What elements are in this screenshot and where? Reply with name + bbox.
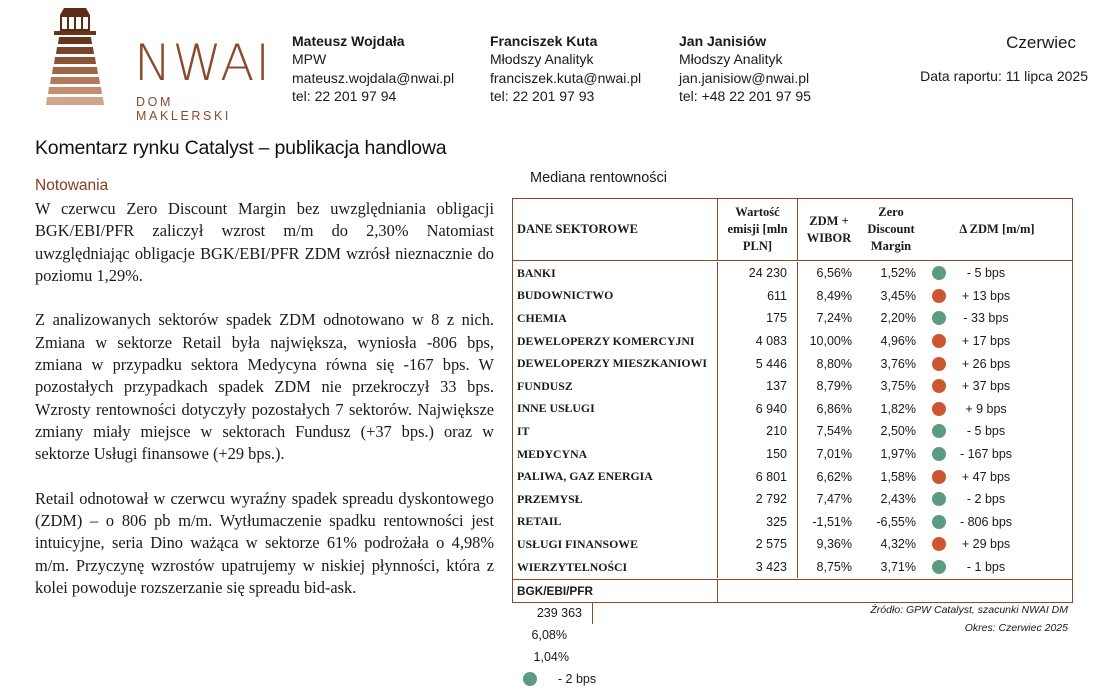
table-caption: Mediana rentowności: [530, 170, 668, 186]
delta-value: - 2 bps: [557, 672, 597, 687]
zdm-cell: 3,45%: [880, 288, 916, 303]
zdm-wibor-cell: 10,00%: [809, 334, 852, 349]
analyst-contact: [490, 32, 641, 106]
zdm-wibor-cell: 7,24%: [816, 311, 852, 326]
delta-cell: [922, 262, 1072, 285]
delta-cell: [922, 375, 1072, 398]
analyst-name: Franciszek Kuta: [490, 33, 598, 49]
analyst-role: Młodszy Analityk: [490, 51, 594, 68]
increase-indicator-icon: [932, 357, 946, 371]
zdm-wibor-cell: -1,51%: [812, 514, 852, 529]
table-row: [513, 556, 1072, 579]
zdm-wibor-cell: 6,56%: [816, 266, 852, 281]
analyst-role: MPW: [292, 51, 327, 68]
decrease-indicator-icon: [932, 424, 946, 438]
increase-indicator-icon: [932, 289, 946, 303]
table-source: Źródło: GPW Catalyst, szacunki NWAI DM: [870, 604, 1068, 616]
header-zdm: Zero Discount Margin: [867, 205, 915, 253]
header-zdm-wibor: ZDM + WIBOR: [806, 213, 852, 245]
delta-cell: [922, 352, 1072, 375]
emission-cell: 4 083: [718, 330, 798, 353]
emission-cell: 2 575: [718, 533, 798, 556]
delta-value: + 37 bps: [961, 379, 1011, 394]
zdm-wibor-cell: 6,86%: [816, 401, 852, 416]
delta-cell: [922, 511, 1072, 534]
delta-value: + 17 bps: [961, 334, 1011, 349]
zdm-wibor-cell: 6,08%: [531, 628, 567, 643]
analyst-name: Mateusz Wojdała: [292, 33, 405, 49]
zdm-wibor-cell: 7,01%: [816, 447, 852, 462]
zdm-wibor-cell: 8,49%: [816, 288, 852, 303]
delta-cell: [922, 556, 1072, 579]
delta-value: - 5 bps: [966, 424, 1006, 439]
analyst-email[interactable]: franciszek.kuta@nwai.pl: [490, 69, 642, 86]
brand-subtitle: DOM MAKLERSKI: [136, 95, 231, 123]
delta-value: - 33 bps: [963, 311, 1009, 326]
analyst-email[interactable]: mateusz.wojdala@nwai.pl: [292, 69, 455, 86]
sector-cell: DEWELOPERZY KOMERCYJNI: [513, 330, 718, 353]
table-body: [513, 261, 1072, 579]
emission-cell: 611: [718, 285, 798, 308]
emission-cell: 5 446: [718, 352, 798, 375]
emission-cell: 2 792: [718, 488, 798, 511]
document-title: Komentarz rynku Catalyst – publikacja handlowa: [35, 137, 447, 159]
company-logo: [30, 6, 272, 123]
decrease-indicator-icon: [932, 266, 946, 280]
analyst-email[interactable]: jan.janisiow@nwai.pl: [679, 69, 810, 86]
header-delta: Δ ZDM [m/m]: [959, 222, 1035, 236]
decrease-indicator-icon: [932, 560, 946, 574]
zdm-wibor-cell: 7,54%: [816, 424, 852, 439]
delta-value: - 5 bps: [966, 266, 1006, 281]
emission-cell: 325: [718, 511, 798, 534]
zdm-wibor-cell: 8,79%: [816, 379, 852, 394]
delta-cell: [922, 330, 1072, 353]
header-emission: Wartość emisji [mln PLN]: [718, 199, 798, 260]
table-period: Okres: Czerwiec 2025: [964, 622, 1068, 634]
sector-cell: USŁUGI FINANSOWE: [513, 533, 718, 556]
delta-cell: [922, 420, 1072, 443]
analyst-phone: tel: +48 22 201 97 95: [679, 88, 811, 105]
lighthouse-icon: [30, 6, 120, 110]
table-row: [513, 420, 1072, 443]
zdm-cell: 2,20%: [880, 311, 916, 326]
decrease-indicator-icon: [932, 492, 946, 506]
delta-value: + 26 bps: [961, 356, 1011, 371]
zdm-wibor-cell: 8,75%: [816, 560, 852, 575]
report-date: Data raportu: 11 lipca 2025: [920, 68, 1088, 84]
sector-cell: BGK/EBI/PFR: [513, 580, 718, 602]
table-row: [513, 330, 1072, 353]
table-row: [513, 533, 1072, 556]
zdm-cell: 1,04%: [533, 650, 569, 665]
sector-cell: RETAIL: [513, 511, 718, 534]
sector-cell: MEDYCYNA: [513, 443, 718, 466]
report-month: Czerwiec: [1006, 33, 1076, 52]
zdm-cell: 3,71%: [880, 560, 916, 575]
zdm-cell: 3,76%: [880, 356, 916, 371]
sector-cell: CHEMIA: [513, 307, 718, 330]
zdm-cell: 2,50%: [880, 424, 916, 439]
delta-cell: [922, 307, 1072, 330]
section-heading: Notowania: [35, 177, 109, 194]
emission-cell: 24 230: [718, 262, 798, 285]
emission-cell: 6 801: [718, 465, 798, 488]
analyst-phone: tel: 22 201 97 94: [292, 88, 397, 105]
delta-cell: [922, 488, 1072, 511]
zdm-wibor-cell: 8,80%: [816, 356, 852, 371]
zdm-wibor-cell: 9,36%: [816, 537, 852, 552]
paragraph: Z analizowanych sektorów spadek ZDM odnotowano w 8 z nich. Zmiana w sektorze Retail była największa, wyniosła -806 bps, zmiana w przypadku sektora Medycyna równa się -167 bps. W pozostałych przypadkach spadek ZDM nie przekroczył 33 bps. Wzrosty rentowności dotyczyły pozostałych 7 sektorów. Największe zmiany miały miejsce w sektorach Fundusz (+37 bps.) oraz w sektorze Usługi finansowe (+29 bps.).: [35, 310, 494, 464]
zdm-cell: 1,82%: [880, 401, 916, 416]
decrease-indicator-icon: [932, 311, 946, 325]
delta-value: + 13 bps: [961, 288, 1011, 303]
delta-cell: [922, 465, 1072, 488]
table-row: [513, 511, 1072, 534]
zdm-cell: 1,52%: [880, 266, 916, 281]
zdm-cell: 1,97%: [880, 447, 916, 462]
delta-cell: [922, 285, 1072, 308]
increase-indicator-icon: [932, 334, 946, 348]
sector-cell: BUDOWNICTWO: [513, 285, 718, 308]
increase-indicator-icon: [932, 537, 946, 551]
delta-cell: [922, 533, 1072, 556]
sector-cell: BANKI: [513, 262, 718, 285]
table-row: [513, 443, 1072, 466]
sector-cell: WIERZYTELNOŚCI: [513, 556, 718, 579]
emission-cell: 137: [718, 375, 798, 398]
sector-cell: DEWELOPERZY MIESZKANIOWI: [513, 352, 718, 375]
zdm-wibor-cell: 6,62%: [816, 469, 852, 484]
sector-cell: INNE USŁUGI: [513, 398, 718, 421]
table-row: [513, 465, 1072, 488]
table-row: [513, 398, 1072, 421]
decrease-indicator-icon: [523, 672, 537, 686]
header-sector: DANE SEKTOROWE: [513, 199, 718, 260]
emission-cell: 210: [718, 420, 798, 443]
zdm-cell: 4,96%: [880, 334, 916, 349]
delta-cell: [513, 668, 663, 690]
delta-value: + 47 bps: [961, 469, 1011, 484]
analyst-phone: tel: 22 201 97 93: [490, 88, 595, 105]
decrease-indicator-icon: [932, 515, 946, 529]
zdm-wibor-cell: 7,47%: [816, 492, 852, 507]
delta-value: + 9 bps: [965, 401, 1007, 416]
delta-cell: [922, 443, 1072, 466]
zdm-cell: 1,58%: [880, 469, 916, 484]
analyst-contact: [292, 32, 454, 106]
analyst-role: Młodszy Analityk: [679, 51, 783, 68]
delta-value: - 806 bps: [959, 514, 1013, 529]
brand-name: NWAI: [134, 34, 272, 92]
delta-value: - 2 bps: [966, 492, 1006, 507]
sector-cell: PRZEMYSŁ: [513, 488, 718, 511]
table-row: [513, 488, 1072, 511]
zdm-cell: 4,32%: [880, 537, 916, 552]
delta-value: + 29 bps: [961, 537, 1011, 552]
table-header: [513, 199, 1072, 261]
increase-indicator-icon: [932, 402, 946, 416]
table-row: [513, 375, 1072, 398]
increase-indicator-icon: [932, 470, 946, 484]
sector-cell: IT: [513, 420, 718, 443]
paragraph: W czerwcu Zero Discount Margin bez uwzględniania obligacji BGK/EBI/PFR zaliczył wzrost m/m do 2,30% Natomiast uwzględniając obligacje BGK/EBI/PFR ZDM wzrósł nieznacznie do poziomu 1,29%.: [35, 199, 494, 285]
paragraph: Retail odnotował w czerwcu wyraźny spadek spreadu dyskontowego (ZDM) – o 806 pb m/m. Wytłumaczenie spadku rentowności jest intuicyjne, seria Dino ważąca w sektorze 61% podrożała o 4,98% m/m. Przyczynę wzrostów upatrujemy w niskiej płynności, która z kolei powoduje rozszerzanie się spreadu bid-ask.: [35, 488, 494, 598]
zdm-cell: 2,43%: [880, 492, 916, 507]
table-row: [513, 262, 1072, 285]
table-row: [513, 352, 1072, 375]
emission-cell: 3 423: [718, 556, 798, 579]
sector-cell: PALIWA, GAZ ENERGIA: [513, 465, 718, 488]
table-row: [513, 285, 1072, 308]
emission-cell: 150: [718, 443, 798, 466]
decrease-indicator-icon: [932, 447, 946, 461]
emission-cell: 239 363: [513, 602, 593, 624]
emission-cell: 175: [718, 307, 798, 330]
commentary-text: [35, 198, 494, 622]
delta-value: - 167 bps: [959, 447, 1013, 462]
analyst-name: Jan Janisiów: [679, 33, 767, 49]
emission-cell: 6 940: [718, 398, 798, 421]
delta-cell: [922, 398, 1072, 421]
delta-value: - 1 bps: [966, 560, 1006, 575]
zdm-cell: 3,75%: [880, 379, 916, 394]
table-row: [513, 307, 1072, 330]
increase-indicator-icon: [932, 379, 946, 393]
zdm-cell: -6,55%: [876, 514, 916, 529]
analyst-contact: [679, 32, 811, 106]
sector-cell: FUNDUSZ: [513, 375, 718, 398]
